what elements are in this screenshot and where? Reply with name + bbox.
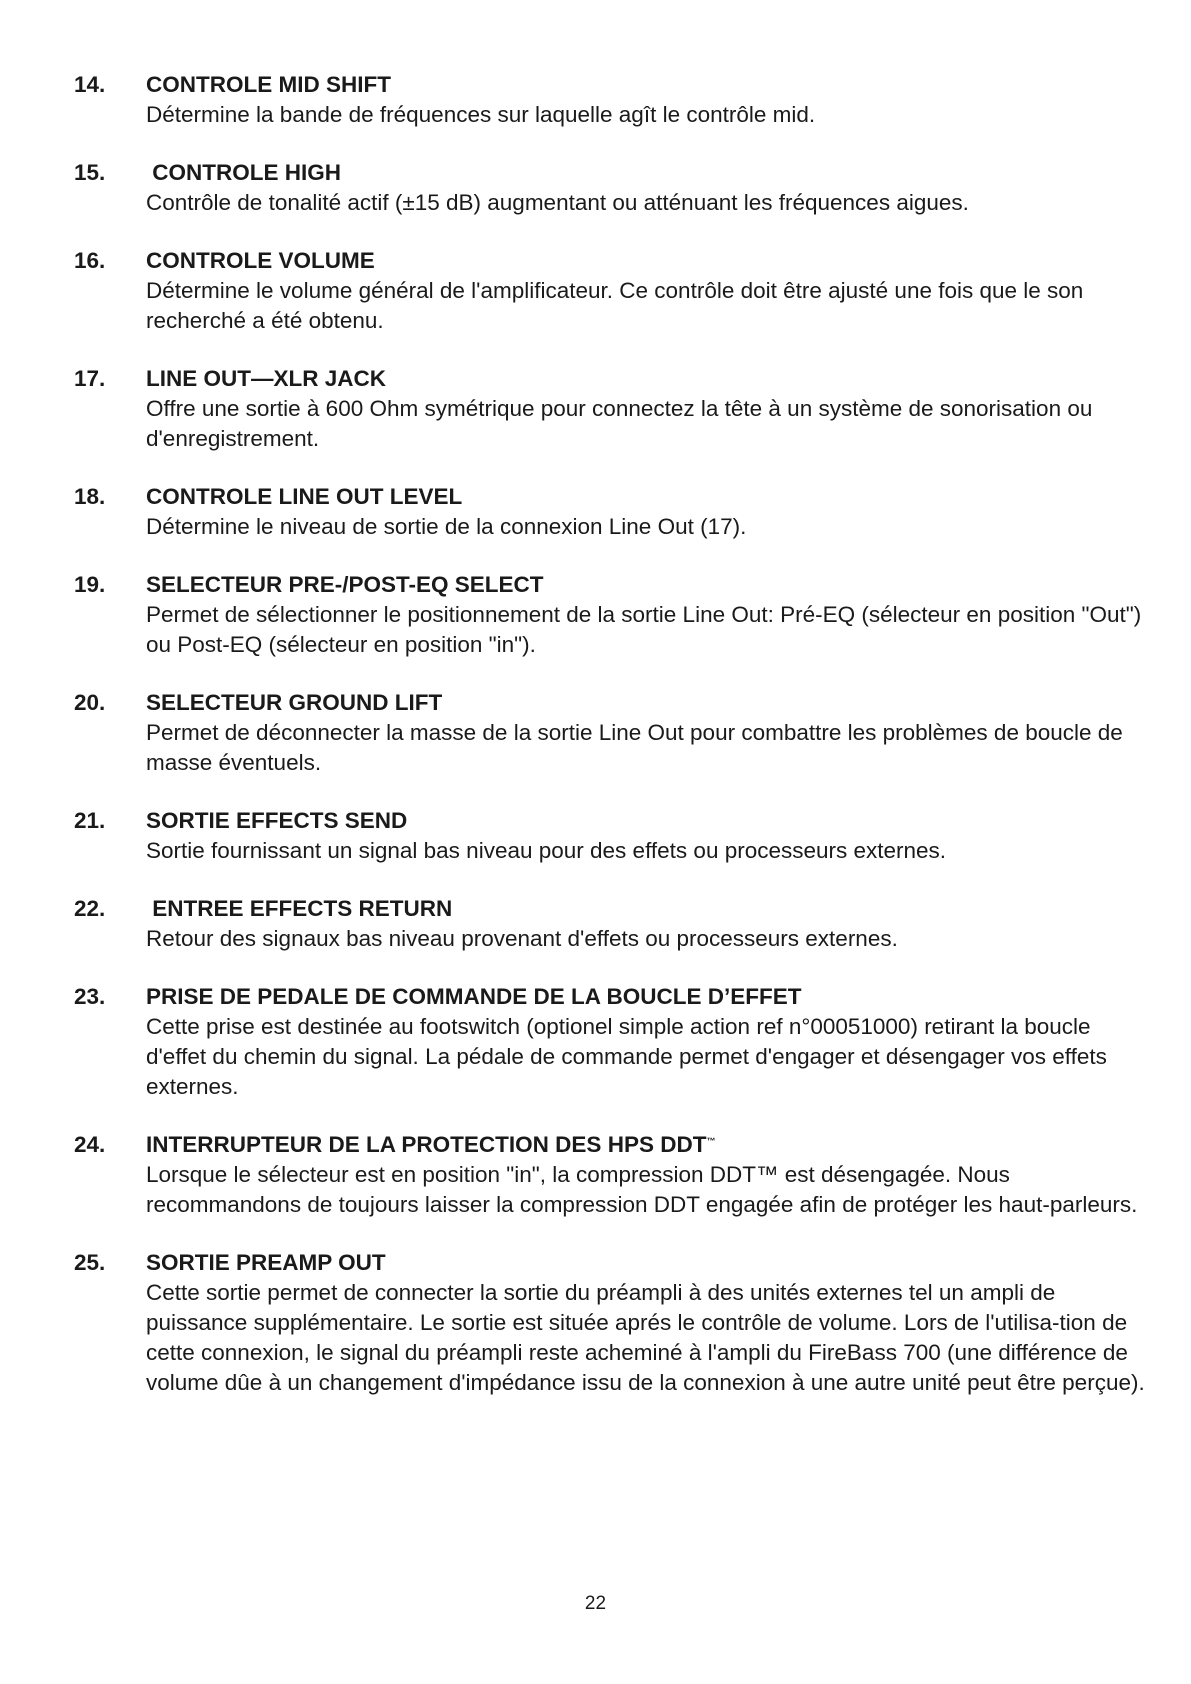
entry-title: SELECTEUR GROUND LIFT: [146, 690, 443, 715]
entry-description: Permet de sélectionner le positionnement de la sortie Line Out: Pré-EQ (sélecteur en position "Out") ou Post-EQ (sélecteur en position "in").: [146, 602, 1142, 657]
entry-number: 18.: [74, 484, 106, 509]
entry-18-line-out-level: [74, 482, 1154, 542]
entry-description: Retour des signaux bas niveau provenant d'effets ou processeurs externes.: [146, 926, 898, 951]
entry-23-footswitch-jack: [74, 982, 1154, 1102]
entry-number: 16.: [74, 248, 106, 273]
entry-number: 21.: [74, 808, 106, 833]
entry-title: CONTROLE HIGH: [146, 160, 341, 185]
entry-description: Lorsque le sélecteur est en position "in", la compression DDT™ est désengagée. Nous recommandons de toujours laisser la compression DDT engagée afin de protéger les haut-parleurs.: [146, 1162, 1138, 1217]
entry-title: PRISE DE PEDALE DE COMMANDE DE LA BOUCLE D’EFFET: [146, 984, 802, 1009]
trademark-mark: ™: [706, 1136, 716, 1146]
entry-number: 17.: [74, 366, 106, 391]
entry-16-volume: [74, 246, 1154, 336]
entry-number: 20.: [74, 690, 106, 715]
entry-description: Détermine le volume général de l'amplificateur. Ce contrôle doit être ajusté une fois que le son recherché a été obtenu.: [146, 278, 1084, 333]
entry-title: SORTIE PREAMP OUT: [146, 1250, 386, 1275]
page-number: 22: [584, 1593, 607, 1614]
entry-21-effects-send: [74, 806, 1154, 866]
entry-title-text: INTERRUPTEUR DE LA PROTECTION DES HPS DDT: [146, 1132, 707, 1157]
entry-number: 23.: [74, 984, 106, 1009]
entry-number: 19.: [74, 572, 106, 597]
entry-number: 14.: [74, 72, 106, 97]
entry-title: LINE OUT—XLR JACK: [146, 366, 387, 391]
entry-number: 24.: [74, 1132, 106, 1157]
entry-22-effects-return: [74, 894, 1154, 954]
entry-description: Détermine la bande de fréquences sur laquelle agît le contrôle mid.: [146, 102, 816, 127]
entry-title: SELECTEUR PRE-/POST-EQ SELECT: [146, 572, 544, 597]
entry-title: ENTREE EFFECTS RETURN: [146, 896, 453, 921]
entry-description: Sortie fournissant un signal bas niveau pour des effets ou processeurs externes.: [146, 838, 947, 863]
entry-title: SORTIE EFFECTS SEND: [146, 808, 408, 833]
entry-17-line-out-xlr: [74, 364, 1154, 454]
entry-title: CONTROLE LINE OUT LEVEL: [146, 484, 463, 509]
entry-description: Permet de déconnecter la masse de la sortie Line Out pour combattre les problèmes de boucle de masse éventuels.: [146, 720, 1123, 775]
entry-description: Cette prise est destinée au footswitch (optionel simple action ref n°00051000) retirant la boucle d'effet du chemin du signal. La pédale de commande permet d'engager et désengager vos effets externes.: [146, 1014, 1107, 1099]
entry-14-mid-shift: [74, 70, 1154, 130]
entry-number: 22.: [74, 896, 106, 921]
entry-25-preamp-out: [74, 1248, 1154, 1398]
entry-description: Offre une sortie à 600 Ohm symétrique pour connectez la tête à un système de sonorisation ou d'enregistrement.: [146, 396, 1093, 451]
entry-number: 25.: [74, 1250, 106, 1275]
entry-list: [74, 70, 1154, 1426]
entry-description: Cette sortie permet de connecter la sortie du préampli à des unités externes tel un ampli de puissance supplémentaire. Le sortie est située aprés le contrôle de volume. Lors de l'utilisa-tion de cette connexion, le signal du préampli reste acheminé à l'ampli du FireBass 700 (une différence de volume dûe à un changement d'impédance issu de la connexion à une autre unité peut être perçue).: [146, 1280, 1145, 1395]
entry-15-high: [74, 158, 1154, 218]
entry-description: Détermine le niveau de sortie de la connexion Line Out (17).: [146, 514, 747, 539]
entry-title: [146, 1130, 1154, 1160]
entry-number: 15.: [74, 160, 106, 185]
entry-20-ground-lift: [74, 688, 1154, 778]
entry-description: Contrôle de tonalité actif (±15 dB) augmentant ou atténuant les fréquences aigues.: [146, 190, 969, 215]
entry-title: CONTROLE VOLUME: [146, 248, 375, 273]
entry-title: CONTROLE MID SHIFT: [146, 72, 391, 97]
entry-19-pre-post-eq: [74, 570, 1154, 660]
entry-24-ddt-switch: [74, 1130, 1154, 1220]
